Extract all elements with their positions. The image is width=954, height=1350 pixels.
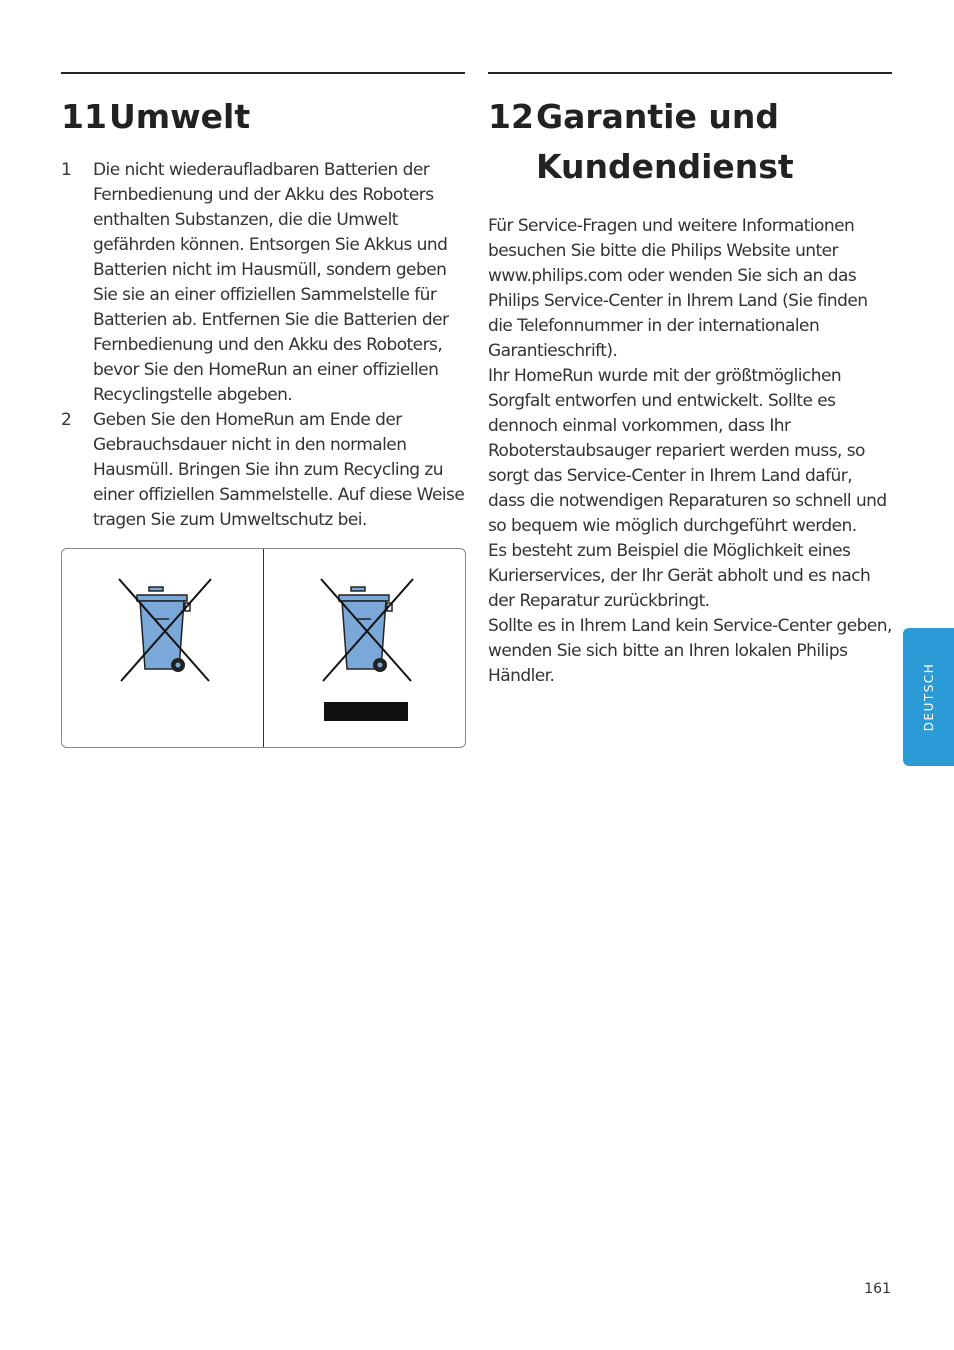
section-heading-umwelt bbox=[61, 92, 465, 142]
paragraph: Sollte es in Ihrem Land kein Service-Center geben, wenden Sie sich bitte an Ihren lokalen Philips Händler. bbox=[488, 616, 892, 686]
section-body bbox=[488, 214, 892, 689]
page-number: 161 bbox=[864, 1281, 891, 1297]
section-title-line2: Kundendienst bbox=[536, 147, 794, 186]
list-item bbox=[61, 158, 465, 408]
list-item-text: Geben Sie den HomeRun am Ende der Gebrauchsdauer nicht in den normalen Hausmüll. Bringen Sie ihn zum Recycling zu einer offiziellen Sammelstelle. Auf diese Weise tragen Sie zum Umweltschutz bei. bbox=[93, 410, 465, 530]
list-item-number: 1 bbox=[61, 160, 72, 180]
language-tab bbox=[903, 628, 954, 766]
section-rule bbox=[488, 72, 892, 74]
paragraph: Es besteht zum Beispiel die Möglichkeit eines Kurierservices, der Ihr Gerät abholt und es nach der Reparatur zurückbringt. bbox=[488, 541, 871, 611]
section-title: Umwelt bbox=[109, 97, 251, 136]
language-tab-label: DEUTSCH bbox=[921, 662, 936, 732]
weee-symbol-cell bbox=[263, 549, 465, 747]
paragraph: Ihr HomeRun wurde mit der größtmöglichen Sorgfalt entworfen und entwickelt. Sollte es dennoch einmal vorkommen, dass Ihr Roboterstaubsauger repariert werden muss, so sorgt das Service-Center in Ihrem Land dafür, dass die notwendigen Reparaturen so schnell und so bequem wie möglich durchgeführt werden. bbox=[488, 366, 887, 536]
section-number: 11 bbox=[61, 97, 107, 136]
weee-symbols-figure bbox=[61, 548, 466, 748]
crossed-out-wheelie-bin-icon bbox=[113, 575, 213, 687]
list-item-text: Die nicht wiederaufladbaren Batterien der Fernbedienung und der Akku des Roboters enthalten Substanzen, die die Umwelt gefährden können. Entsorgen Sie Akkus und Batterien nicht im Hausmüll, sondern geben Sie sie an einer offiziellen Sammelstelle für Batterien ab. Entfernen Sie die Batterien der Fernbedienung und den Akku des Roboters, bevor Sie den HomeRun an einer offiziellen Recyclingstelle abgeben. bbox=[93, 160, 449, 405]
crossed-out-wheelie-bin-with-bar-icon bbox=[315, 575, 415, 687]
weee-symbol-cell bbox=[62, 549, 263, 747]
section-garantie bbox=[488, 72, 892, 689]
disposal-list bbox=[61, 158, 465, 533]
solid-bar-icon bbox=[324, 702, 408, 721]
paragraph: Für Service-Fragen und weitere Informationen besuchen Sie bitte die Philips Website unter www.philips.com oder wenden Sie sich an das Philips Service-Center in Ihrem Land (Sie finden die Telefonnummer in der internationalen Garantieschrift). bbox=[488, 216, 868, 361]
section-umwelt bbox=[61, 72, 465, 533]
list-item-number: 2 bbox=[61, 410, 72, 430]
list-item bbox=[61, 408, 465, 533]
section-number: 12 bbox=[488, 97, 534, 136]
section-title-line1: Garantie und bbox=[536, 97, 779, 136]
section-heading-garantie bbox=[488, 92, 892, 192]
section-rule bbox=[61, 72, 465, 74]
